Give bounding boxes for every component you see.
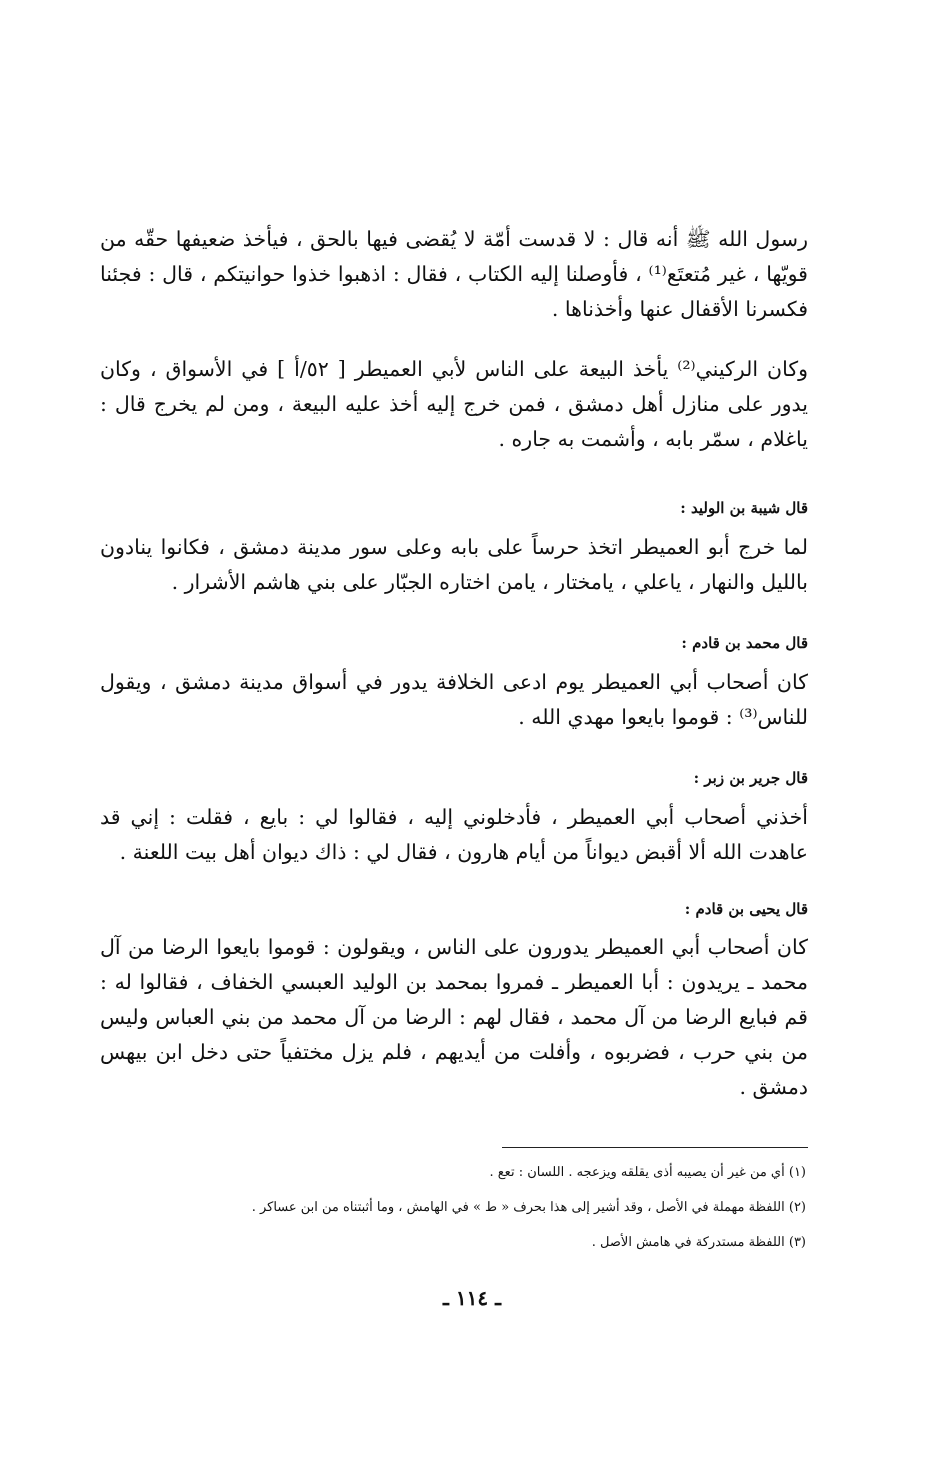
footnote-divider — [502, 1147, 808, 1148]
footnote-2: (٢) اللفظة مهملة في الأصل ، وقد أشير إلى هذا بحرف « ط » في الهامش ، وما أثبتناه من ابن عساكر . — [251, 1200, 806, 1215]
paragraph-4: كان أصحاب أبي العميطر يوم ادعى الخلافة يدور في أسواق مدينة دمشق ، ويقول للناس⁽³⁾ : قوموا بايعوا مهدي الله . — [100, 670, 808, 729]
footnote-3: (٣) اللفظة مستدركة في هامش الأصل . — [591, 1235, 806, 1250]
paragraph-5: أخذني أصحاب أبي العميطر ، فأدخلوني إليه ، فقالوا لي : بايع ، فقلت : إني قد عاهدت الله ألا أقبض ديواناً من أيام هارون ، فقال لي : ذاك ديوان أهل بيت اللعنة . — [100, 805, 808, 864]
section-heading-yahya: قال يحيى بن قادم : — [684, 900, 808, 918]
section-heading-muhammad: قال محمد بن قادم : — [681, 634, 808, 652]
page-number: ـ ١١٤ ـ — [443, 1286, 501, 1310]
paragraph-1: رسول الله ﷺ أنه قال : لا قدست أمّة لا يُقضى فيها بالحق ، فيأخذ ضعيفها حقّه من قويّها ، غير مُتعتَع⁽¹⁾ ، فأوصلنا إليه الكتاب ، فقال : اذهبوا خذوا حوانيتكم ، قال : فجئنا فكسرنا الأقفال عنها وأخذناها . — [100, 227, 808, 321]
section-heading-shaiba: قال شيبة بن الوليد : — [680, 499, 808, 517]
section-heading-jarir: قال جرير بن زبر : — [693, 769, 808, 787]
footnote-1: (١) أي من غير أن يصيبه أذى يقلقه ويزعجه . اللسان : تعع . — [489, 1165, 806, 1180]
paragraph-3: لما خرج أبو العميطر اتخذ حرساً على بابه وعلى سور مدينة دمشق ، فكانوا ينادون بالليل والنهار ، ياعلي ، يامختار ، يامن اختاره الجبّار على بني هاشم الأشرار . — [100, 535, 808, 594]
paragraph-6: كان أصحاب أبي العميطر يدورون على الناس ، ويقولون : قوموا بايعوا الرضا من آل محمد ـ يريدون : أبا العميطر ـ فمروا بمحمد بن الوليد العبسي الخفاف ، فقالوا له : قم فبايع الرضا من آل محمد ، فقال لهم : الرضا من آل محمد من بني العباس وليس من بني حرب ، فضربوه ، وأفلت من أيديهم ، فلم يزل مختفياً حتى دخل ابن بيهس دمشق . — [100, 935, 808, 1099]
paragraph-2: وكان الركيني⁽²⁾ يأخذ البيعة على الناس لأبي العميطر [ ٥٢/أ ] في الأسواق ، وكان يدور على منازل أهل دمشق ، فمن خرج إليه أخذ عليه البيعة ، ومن لم يخرج قال : ياغلام ، سمّر بابه ، وأشمت به جاره . — [100, 357, 809, 451]
